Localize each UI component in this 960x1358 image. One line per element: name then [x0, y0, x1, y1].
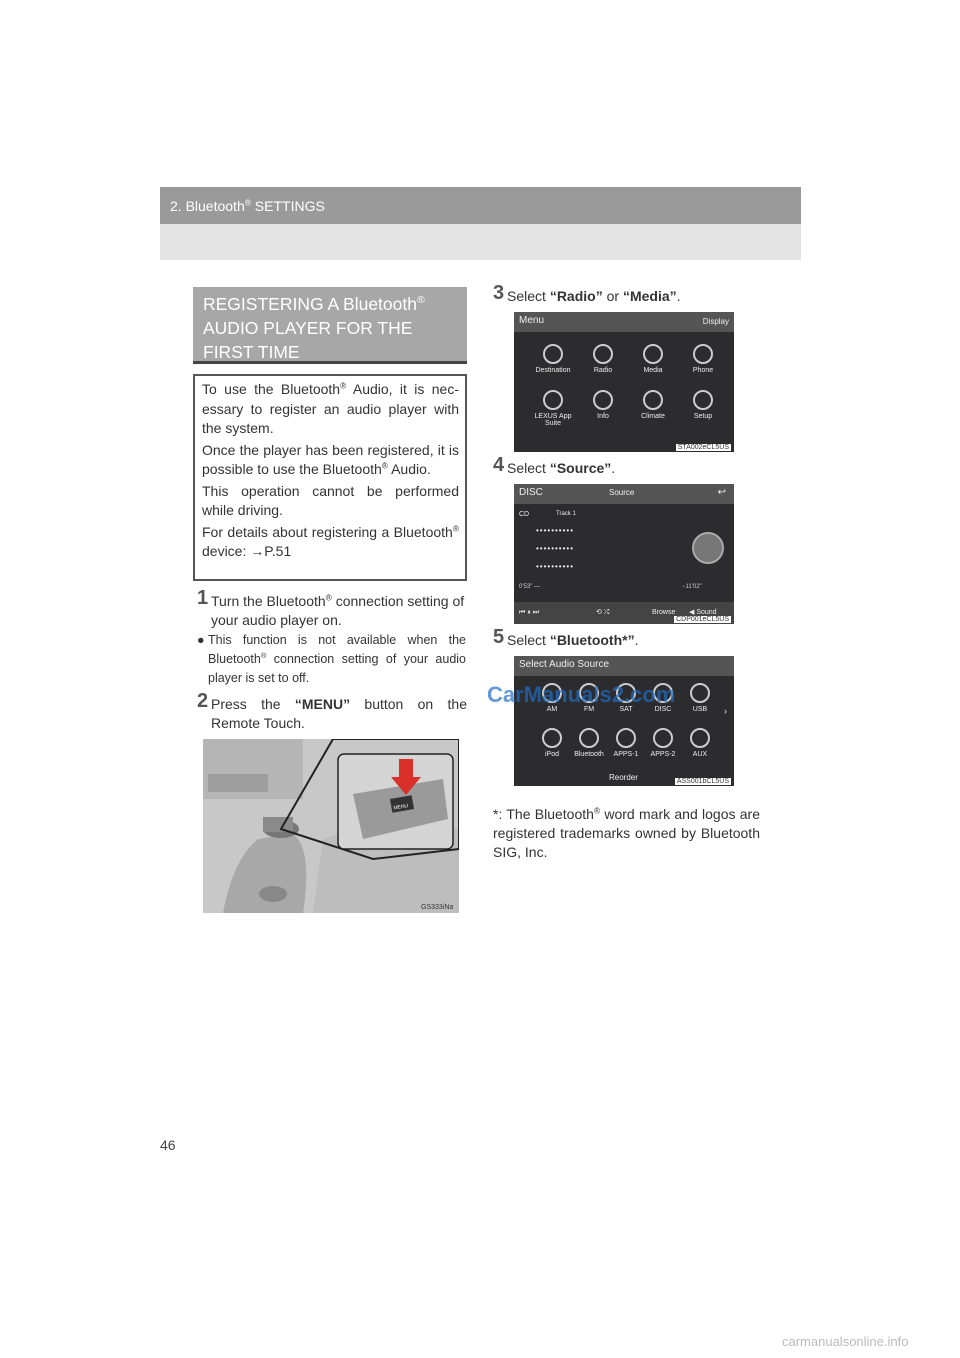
source-tile[interactable]: APPS-1 — [608, 728, 644, 758]
display-button[interactable]: Display — [702, 317, 729, 326]
registering-heading: REGISTERING A Bluetooth® AUDIO PLAYER FOR THE FIRST TIME — [203, 294, 425, 362]
step-4: 4 Select “Source”. — [493, 454, 616, 476]
menu-screen-title: Menu — [519, 315, 545, 326]
audio-source-title: Select Audio Source — [519, 659, 610, 670]
audio-source-screen — [514, 656, 734, 786]
step-number: 2 — [197, 690, 209, 712]
remaining-time: −11'02" — [682, 584, 702, 590]
site-watermark: carmanualsonline.info — [782, 1334, 909, 1349]
step-number: 5 — [493, 626, 505, 648]
menu-tile[interactable]: Info — [578, 390, 628, 420]
intro-paragraph: This operation cannot be performed while driving. — [202, 482, 459, 518]
step-number: 4 — [493, 454, 505, 476]
repeat-shuffle-icon[interactable]: ⟲ ⤮ — [596, 609, 610, 616]
source-tile[interactable]: AM — [534, 683, 570, 713]
intro-paragraph: To use the Bluetooth® Audio, it is nec-essary to register an audio player with the system. — [202, 380, 460, 436]
page-number: 46 — [160, 1137, 176, 1153]
trademark-footnote: *: The Bluetooth® word mark and logos are registered trademarks owned by Bluetooth SIG, Inc. — [493, 805, 760, 860]
source-tile[interactable]: APPS-2 — [645, 728, 681, 758]
disc-screen-title: DISC — [519, 487, 543, 498]
disc-icon — [692, 532, 724, 564]
setup-icon — [693, 390, 713, 410]
photo-code: GS333iNa — [421, 904, 454, 911]
phone-icon — [693, 344, 713, 364]
source-tile[interactable]: DISC — [645, 683, 681, 713]
apps-1-icon — [616, 728, 636, 748]
intro-paragraph: Once the player has been registered, it is possible to use the Bluetooth® Audio. — [202, 441, 459, 477]
bluetooth-icon — [579, 728, 599, 748]
menu-screen — [514, 312, 734, 452]
source-tile[interactable]: AUX — [682, 728, 718, 758]
source-button[interactable]: Source — [609, 488, 635, 497]
step-number: 3 — [493, 282, 505, 304]
registering-heading-box — [193, 287, 467, 364]
source-tile[interactable]: Bluetooth — [571, 728, 607, 758]
intro-paragraph: For details about registering a Bluetooth® device: →P.51 — [202, 522, 459, 559]
menu-tile[interactable]: Media — [628, 344, 678, 374]
media-icon — [643, 344, 663, 364]
intro-box — [193, 374, 467, 581]
step-number: 1 — [197, 587, 209, 609]
apps-2-icon — [653, 728, 673, 748]
source-tile[interactable]: SAT — [608, 683, 644, 713]
step-5: 5 Select “Bluetooth*”. — [493, 626, 639, 648]
elapsed-time: 0'53" — — [519, 584, 540, 590]
section-header — [160, 187, 801, 224]
disc-screen — [514, 484, 734, 624]
lexus-app-icon — [543, 390, 563, 410]
screen-code: CDP001eCL5US — [676, 616, 729, 623]
browse-button[interactable]: Browse — [652, 609, 676, 616]
climate-icon — [643, 390, 663, 410]
aux-icon — [690, 728, 710, 748]
screen-code: ASS001bCL5US — [676, 778, 729, 785]
source-tile[interactable]: iPod — [534, 728, 570, 758]
menu-tile[interactable]: LEXUS App Suite — [528, 390, 578, 427]
menu-tile[interactable]: Radio — [578, 344, 628, 374]
info-icon — [593, 390, 613, 410]
section-title: 2. Bluetooth® SETTINGS — [170, 197, 325, 214]
track-label: Track 1 — [556, 511, 576, 517]
remote-touch-illustration — [203, 739, 459, 913]
source-tile[interactable]: FM — [571, 683, 607, 713]
step-2: 2 Press the “MENU” button on the Remote Touch. — [197, 690, 467, 731]
note-bullet: ● This function is not available when the Bluetooth® connection setting of your audio player is set to off. — [197, 633, 466, 685]
menu-key-label: MENU — [393, 803, 409, 812]
source-tile[interactable]: USB — [682, 683, 718, 713]
album-title: •••••••••• — [536, 544, 575, 553]
step-3: 3 Select “Radio” or “Media”. — [493, 282, 681, 304]
reorder-button[interactable]: Reorder — [609, 773, 638, 782]
cd-label: CD — [519, 511, 530, 518]
next-page-icon[interactable]: › — [724, 706, 727, 716]
remote-touch-photo — [203, 739, 459, 913]
ipod-icon — [542, 728, 562, 748]
header-subband — [160, 224, 801, 260]
watermark: CarManuals2.com — [487, 682, 676, 707]
back-icon[interactable]: ↩ — [717, 487, 726, 498]
artist-name: •••••••••• — [536, 562, 575, 571]
sound-button[interactable]: ◀ Sound — [689, 609, 717, 616]
playback-controls-icon[interactable]: ⏮ ⏸ ⏭ — [519, 609, 539, 616]
usb-icon — [690, 683, 710, 703]
radio-icon — [593, 344, 613, 364]
bullet-icon: ● — [197, 633, 205, 647]
menu-tile[interactable]: Climate — [628, 390, 678, 420]
screen-code: STA002eCL5US — [677, 444, 729, 451]
track-title: •••••••••• — [536, 526, 575, 535]
menu-tile[interactable]: Destination — [528, 344, 578, 374]
menu-tile[interactable]: Setup — [678, 390, 728, 420]
step-1: 1 Turn the Bluetooth® connection setting of your audio player on. — [197, 587, 465, 628]
menu-tile[interactable]: Phone — [678, 344, 728, 374]
destination-icon — [543, 344, 563, 364]
